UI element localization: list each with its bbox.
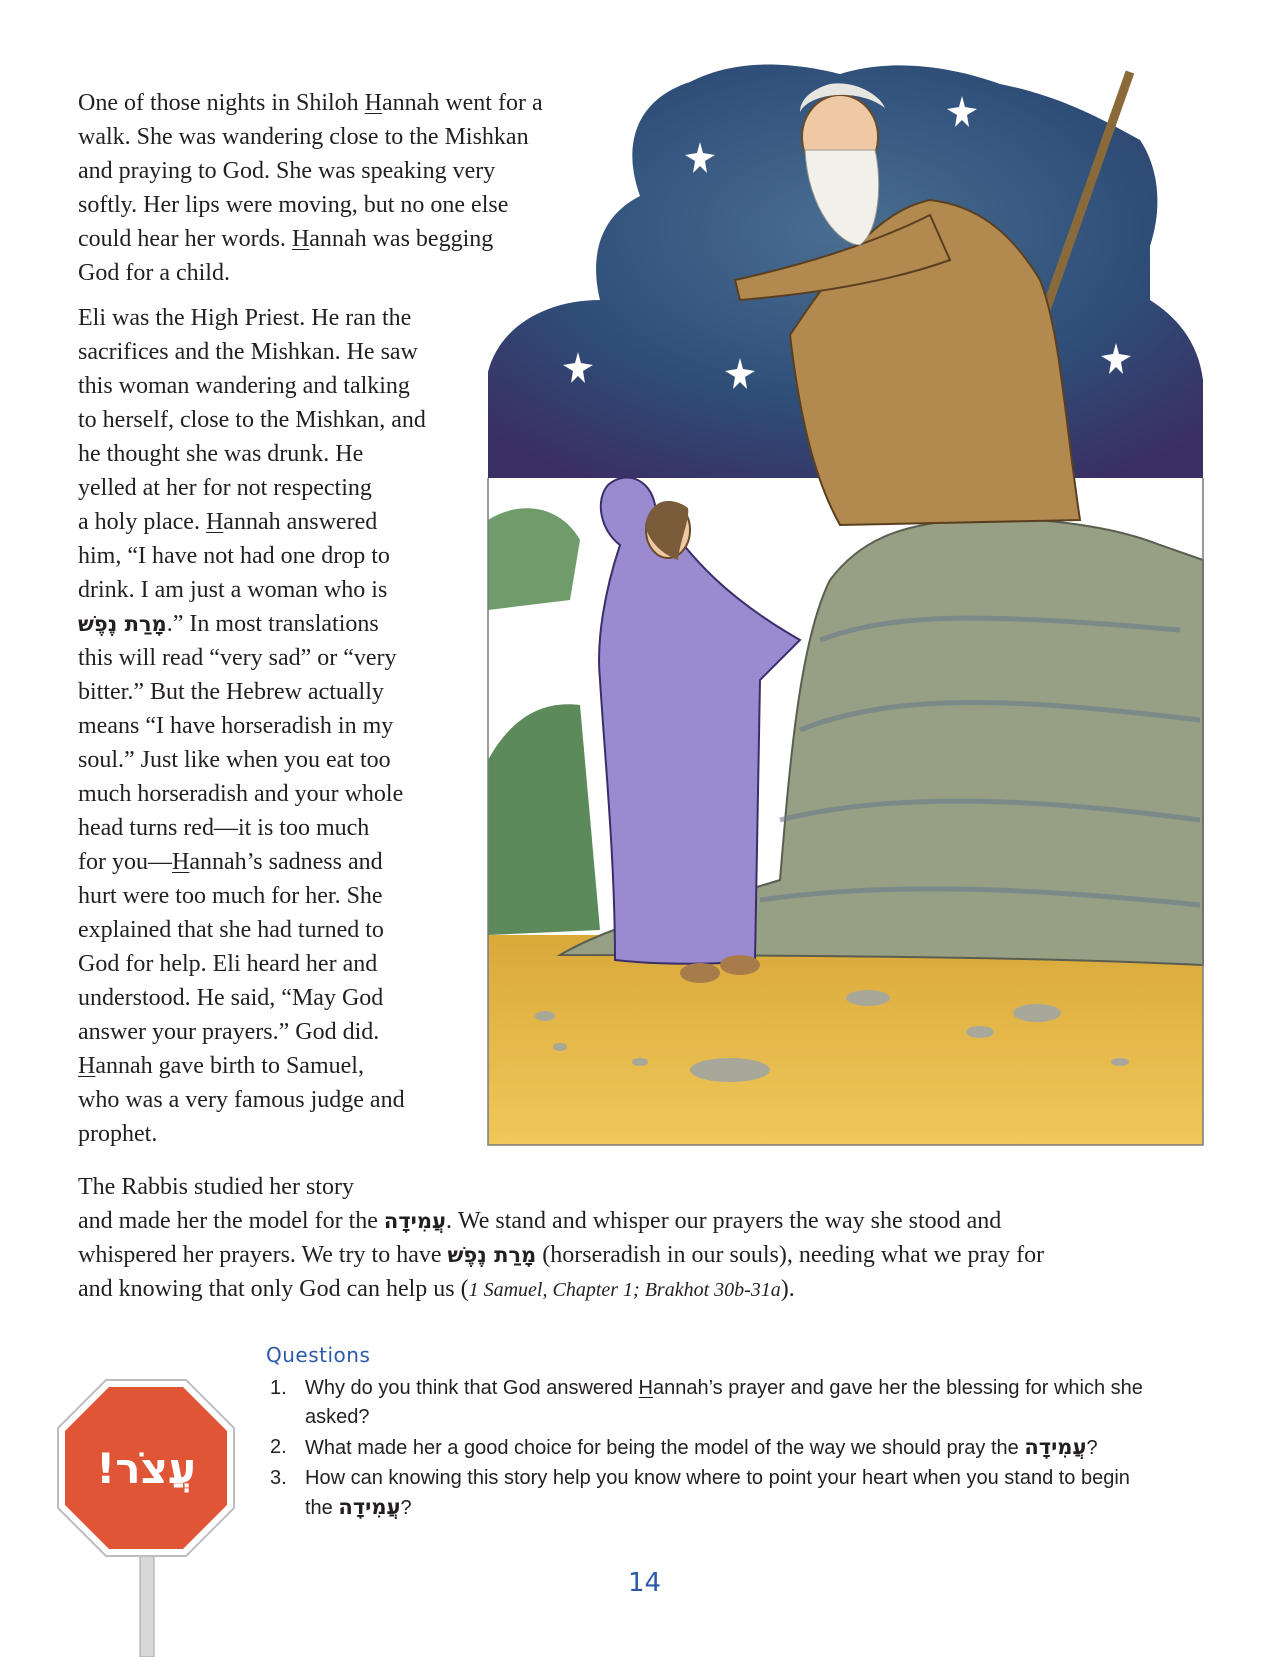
questions-title: Questions <box>266 1343 371 1367</box>
sandy-ground <box>488 935 1203 1145</box>
underlined-h: H <box>205 509 224 535</box>
hebrew-amidah: עֲמִידָה <box>1024 1435 1087 1459</box>
underlined-h: H <box>291 226 310 252</box>
underlined-h: H <box>638 1377 653 1399</box>
hebrew-marat-nefesh: מָרַת נֶפֶשׁ <box>78 612 167 636</box>
questions-list <box>270 1374 1200 1524</box>
stop-sign <box>56 1378 236 1657</box>
story-paragraph-3: and made her the model for the עֲמִידָה. We stand and whisper our prayers the way she stood and whispered her prayers. We try to have מָרַת נֶפֶשׁ (horseradish in our souls), needing what we pray for and knowing that only God can help us (1 Samuel, Chapter 1; Brakhot 30b-31a). <box>78 1208 1045 1302</box>
citation: 1 Samuel, Chapter 1; Brakhot 30b-31a <box>468 1279 781 1301</box>
story-paragraph-3-lead: The Rabbis studied her story <box>78 1174 354 1200</box>
hebrew-amidah: עֲמִידָה <box>383 1209 446 1233</box>
story-paragraph-2: Eli was the High Priest. He ran the sacrifices and the Mishkan. He saw this woman wandering and talking to herself, close to the Mishkan, and he thought she was drunk. He yelled at her for not respecting a holy place. Hannah answered him, “I have not had one drop to drink. I am just a woman who is מָרַת נֶפֶשׁ.” In most translations this will read “very sad” or “very bitter.” But the Hebrew actually means “I have horseradish in my soul.” Just like when you eat too much horseradish and your whole head turns red—it is too much for you—Hannah’s sadness and hurt were too much for her. She explained that she had turned to God for help. Eli heard her and understood. He said, “May God answer your prayers.” God did. Hannah gave birth to Samuel, who was a very famous judge and prophet. <box>78 305 426 1147</box>
story-paragraph-1: One of those nights in Shiloh Hannah went for a walk. She was wandering close to the Mishkan and praying to God. She was speaking very softly. Her lips were moving, but no one else could hear her words. Hannah was begging God for a child. <box>78 90 543 286</box>
stop-sign-text: עֲצֹר! <box>96 1444 196 1493</box>
question-item: 2. What made her a good choice for being the model of the way we should pray the עֲמִידָה? <box>270 1435 1098 1459</box>
bushes <box>488 704 600 935</box>
page-number: 14 <box>628 1568 662 1598</box>
underlined-h: H <box>78 1053 96 1079</box>
question-item: 3. How can knowing this story help you know where to point your heart when you stand to begin the עֲמִידָה? <box>270 1467 1130 1519</box>
underlined-h: H <box>364 90 383 116</box>
hebrew-amidah: עֲמִידָה <box>338 1495 401 1519</box>
underlined-h: H <box>171 849 190 875</box>
question-item: 1. Why do you think that God answered Hannah’s prayer and gave her the blessing for which she asked? <box>270 1377 1143 1428</box>
hebrew-marat-nefesh: מָרַת נֶפֶשׁ <box>447 1243 537 1267</box>
